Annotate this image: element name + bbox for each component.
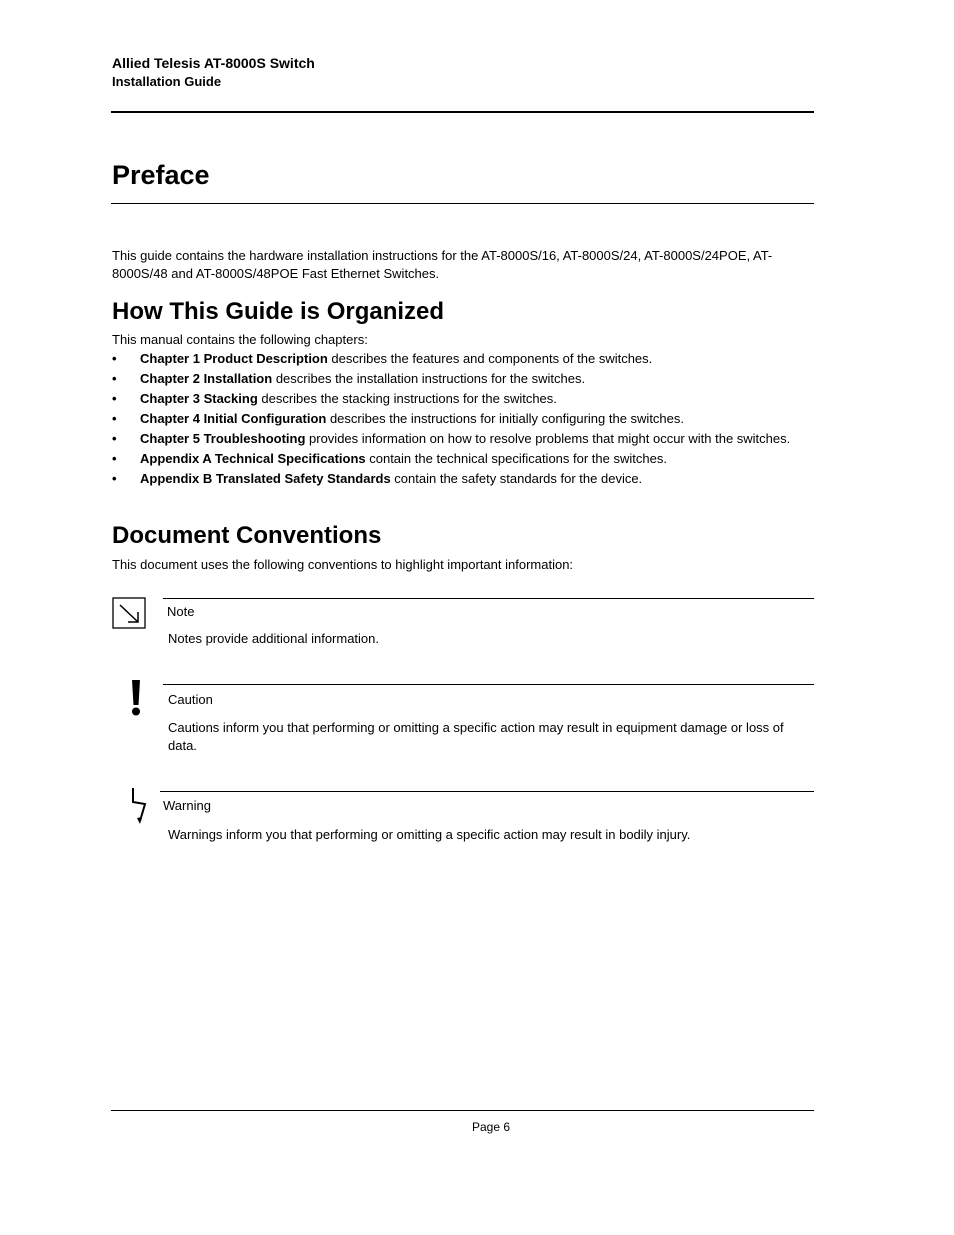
page-title: Preface bbox=[112, 160, 210, 190]
warning-text: Warnings inform you that performing or omitting a specific action may result in bodily injury. bbox=[168, 827, 691, 842]
bullet-icon: • bbox=[112, 471, 117, 486]
bullet-icon: • bbox=[112, 431, 117, 446]
note-divider bbox=[163, 598, 814, 599]
caution-divider bbox=[163, 684, 814, 685]
list-item bbox=[112, 410, 812, 427]
document-title: Allied Telesis AT-8000S Switch bbox=[112, 55, 315, 71]
chapter-list bbox=[112, 350, 812, 490]
list-item-title: Chapter 3 Stacking bbox=[140, 391, 258, 406]
list-item bbox=[112, 470, 812, 487]
footer-divider bbox=[111, 1110, 814, 1111]
note-arrow-icon bbox=[112, 597, 146, 629]
exclamation-icon bbox=[128, 679, 144, 717]
list-item-text: describes the instructions for initially configuring the switches. bbox=[326, 411, 685, 426]
bullet-icon: • bbox=[112, 391, 117, 406]
bullet-icon: • bbox=[112, 411, 117, 426]
list-item-title: Chapter 4 Initial Configuration bbox=[140, 411, 327, 426]
document-subtitle: Installation Guide bbox=[112, 74, 222, 89]
note-text: Notes provide additional information. bbox=[168, 631, 380, 646]
bullet-icon: • bbox=[112, 371, 117, 386]
list-item bbox=[112, 390, 812, 407]
section-heading-conventions: Document Conventions bbox=[112, 522, 382, 549]
conventions-lead: This document uses the following conventions to highlight important information: bbox=[112, 557, 574, 572]
list-item bbox=[112, 350, 812, 367]
warning-divider bbox=[160, 791, 814, 792]
organized-lead: This manual contains the following chapters: bbox=[112, 332, 368, 347]
list-item-title: Appendix A Technical Specifications bbox=[140, 451, 366, 466]
list-item-title: Chapter 5 Troubleshooting bbox=[140, 431, 306, 446]
section-heading-organized: How This Guide is Organized bbox=[112, 298, 445, 325]
caution-label: Caution bbox=[168, 692, 213, 707]
list-item-text: describes the stacking instructions for the switches. bbox=[257, 391, 557, 406]
list-item-title: Chapter 2 Installation bbox=[140, 371, 273, 386]
list-item-text: contain the technical specifications for the switches. bbox=[365, 451, 667, 466]
caution-text: Cautions inform you that performing or omitting a specific action may result in equipment damage or loss of data. bbox=[168, 720, 784, 753]
bullet-icon: • bbox=[112, 451, 117, 466]
list-item bbox=[112, 450, 812, 467]
bullet-icon: • bbox=[112, 351, 117, 366]
list-item-text: provides information on how to resolve problems that might occur with the switches. bbox=[305, 431, 791, 446]
list-item-title: Chapter 1 Product Description bbox=[140, 351, 328, 366]
lightning-bolt-icon bbox=[129, 786, 149, 826]
list-item-text: describes the features and components of the switches. bbox=[327, 351, 653, 366]
header-divider bbox=[111, 111, 814, 113]
note-label: Note bbox=[167, 604, 195, 619]
title-divider bbox=[111, 203, 814, 204]
intro-paragraph: This guide contains the hardware installation instructions for the AT-8000S/16, AT-8000S/24, AT-8000S/24POE, AT-8000S/48 and AT-8000S/48POE Fast Ethernet Switches. bbox=[112, 248, 773, 281]
list-item-title: Appendix B Translated Safety Standards bbox=[140, 471, 391, 486]
list-item-text: contain the safety standards for the device. bbox=[390, 471, 643, 486]
page-number: Page 6 bbox=[471, 1120, 511, 1134]
list-item bbox=[112, 430, 812, 447]
warning-label: Warning bbox=[163, 798, 211, 813]
list-item bbox=[112, 370, 812, 387]
list-item-text: describes the installation instructions for the switches. bbox=[272, 371, 586, 386]
